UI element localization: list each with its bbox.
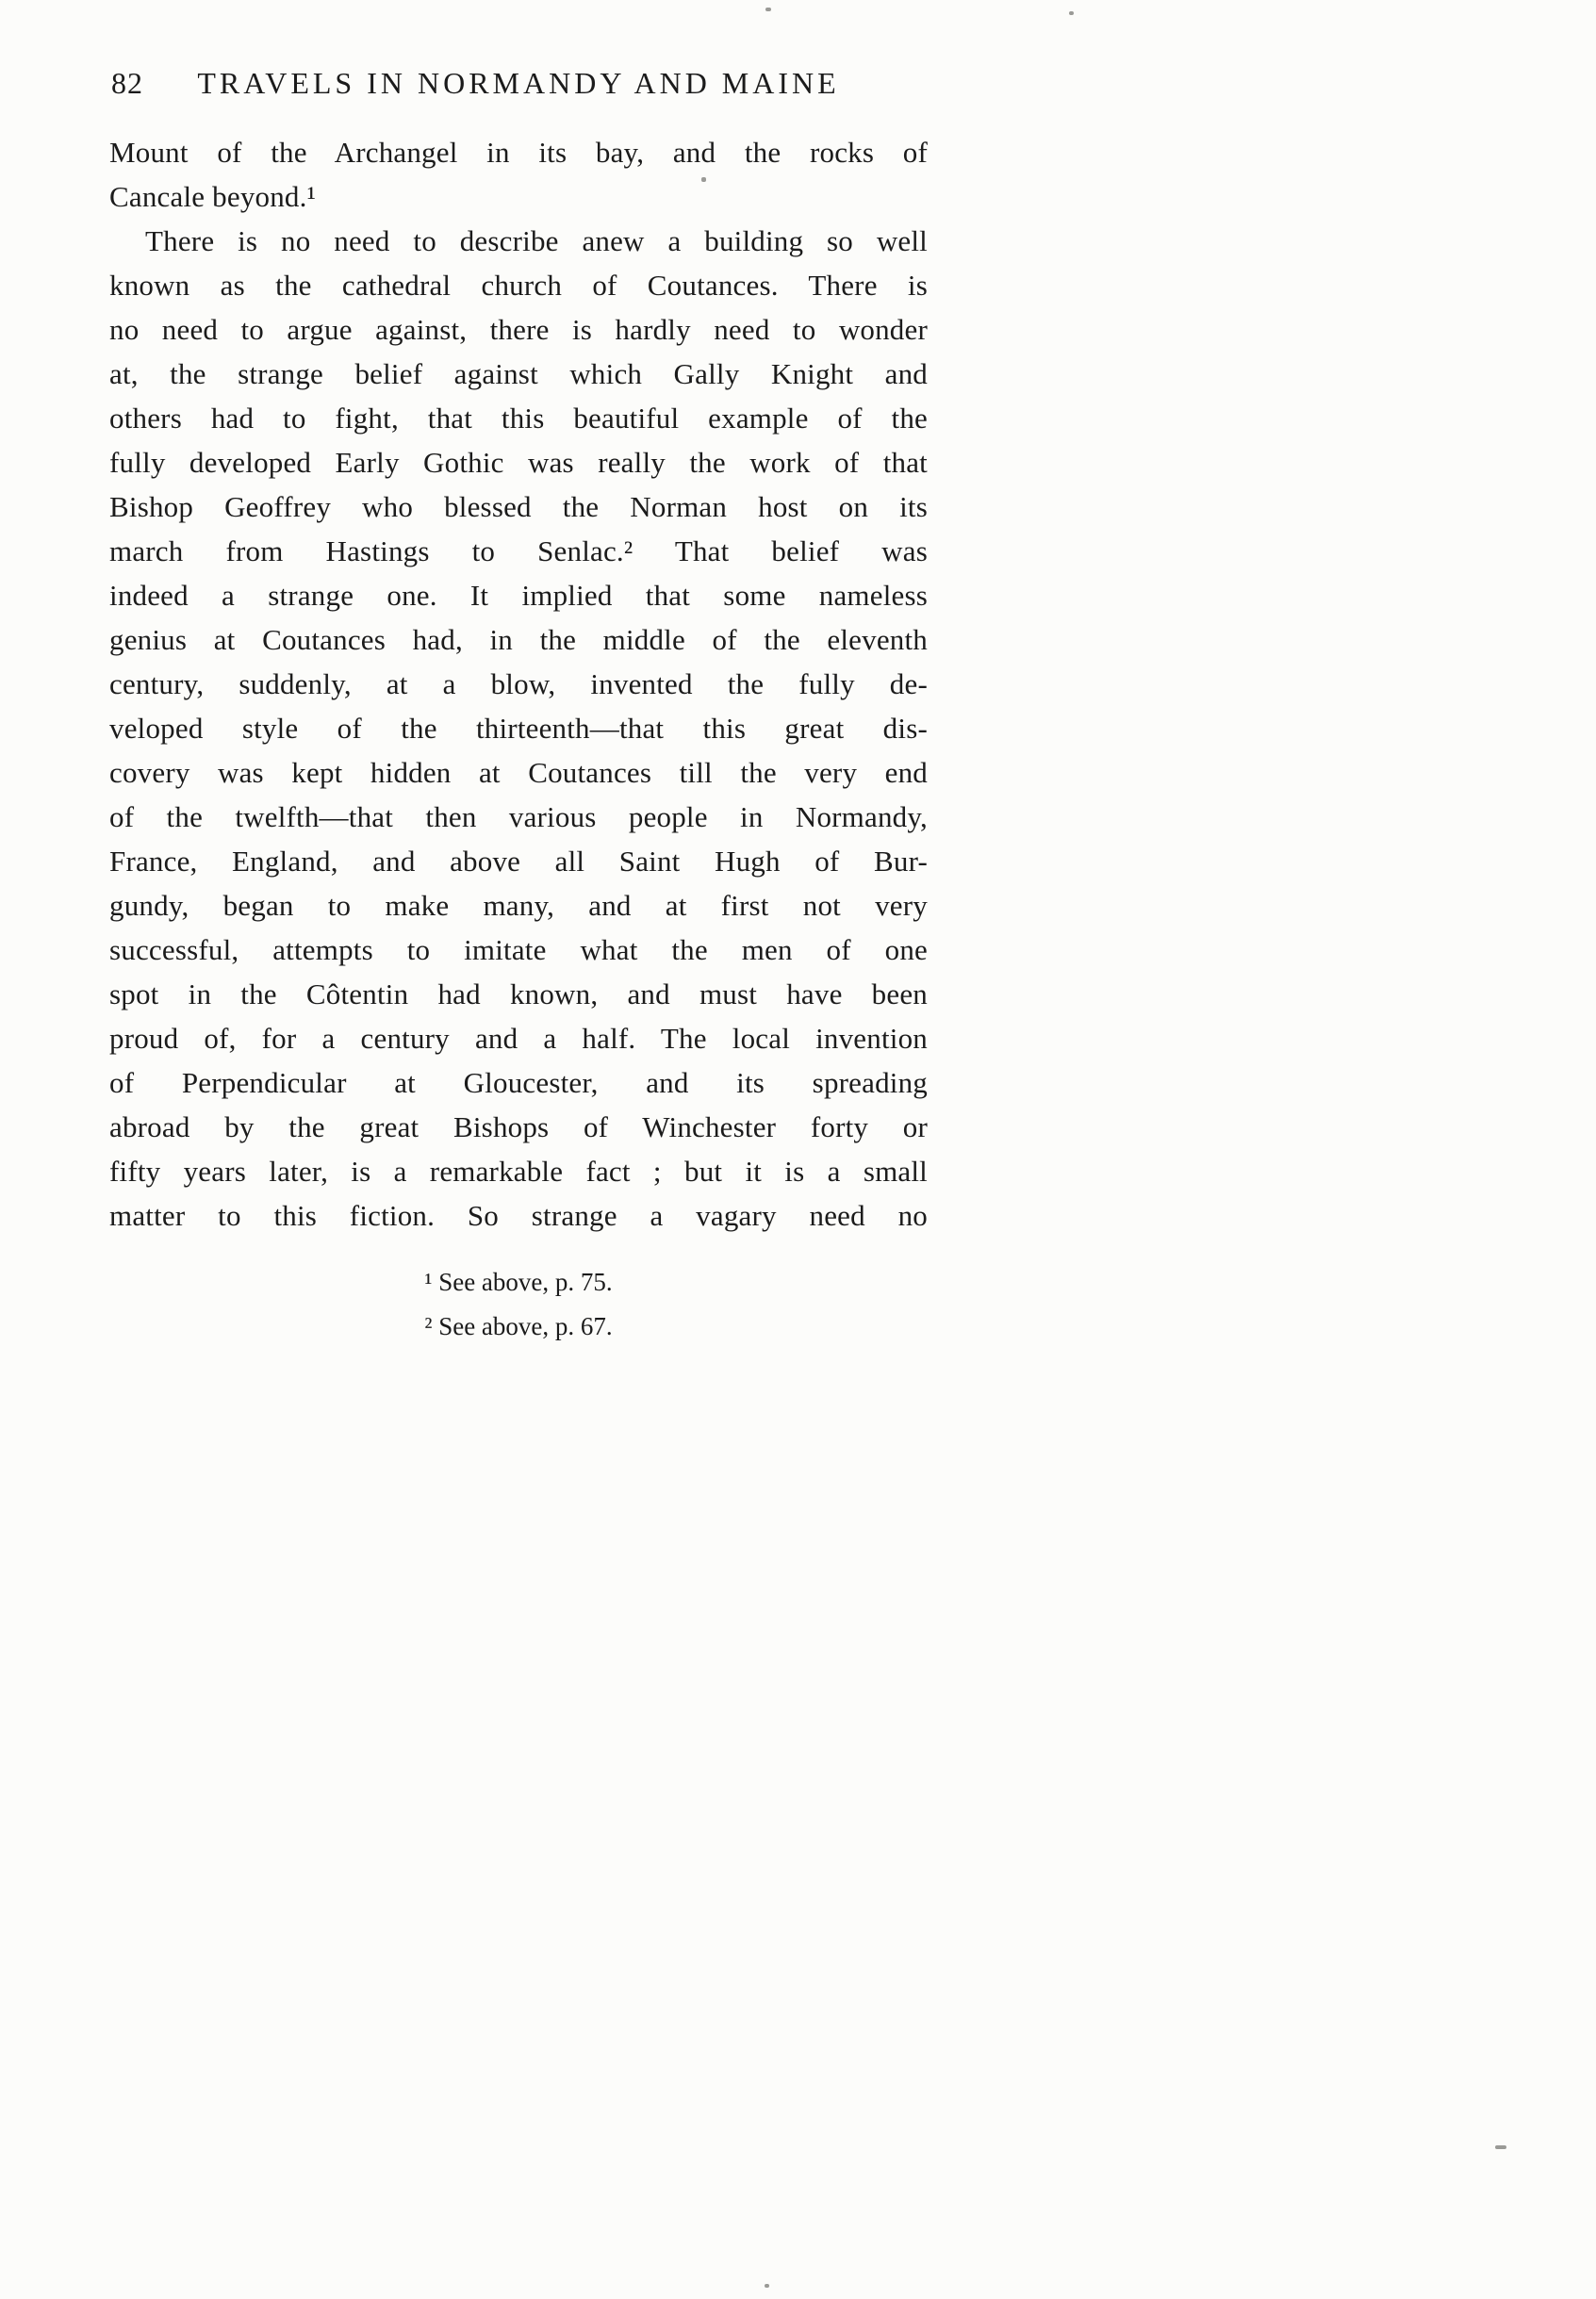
text-line: of the twelfth—that then various people in Normandy, (109, 800, 928, 833)
scan-speck (1495, 2145, 1506, 2149)
text-line: others had to fight, that this beautiful example of the (109, 402, 928, 435)
text-line: veloped style of the thirteenth—that this great dis- (109, 712, 928, 745)
scan-speck (1069, 11, 1074, 15)
text-line: fully developed Early Gothic was really the work of that (109, 446, 928, 479)
text-line: indeed a strange one. It implied that some nameless (109, 579, 928, 612)
footnote: ² See above, p. 67. (424, 1312, 613, 1340)
text-line: proud of, for a century and a half. The local invention (109, 1022, 928, 1055)
text-line: There is no need to describe anew a building so well (145, 224, 928, 257)
page-body (109, 130, 928, 1238)
text-line: of Perpendicular at Gloucester, and its spreading (109, 1066, 928, 1099)
scan-speck (765, 2284, 769, 2288)
page-content (109, 66, 928, 1349)
text-line: century, suddenly, at a blow, invented the fully de- (109, 667, 928, 700)
text-line: covery was kept hidden at Coutances till the very end (109, 756, 928, 789)
text-line: fifty years later, is a remarkable fact ; but it is a small (109, 1155, 928, 1188)
text-line: Bishop Geoffrey who blessed the Norman host on its (109, 490, 928, 523)
text-line: Cancale beyond.¹ (109, 180, 317, 213)
scan-speck (765, 8, 771, 11)
text-line: gundy, began to make many, and at first not very (109, 889, 928, 922)
text-line: genius at Coutances had, in the middle of the eleventh (109, 623, 928, 656)
text-line: abroad by the great Bishops of Winchester forty or (109, 1110, 928, 1143)
text-line: known as the cathedral church of Coutances. There is (109, 269, 928, 302)
text-line: France, England, and above all Saint Hugh of Bur- (109, 845, 928, 878)
text-line: march from Hastings to Senlac.² That belief was (109, 534, 928, 567)
text-line: spot in the Côtentin had known, and must have been (109, 977, 928, 1010)
text-line: successful, attempts to imitate what the men of one (109, 933, 928, 966)
page-number: 82 (111, 66, 143, 100)
running-title: TRAVELS IN NORMANDY AND MAINE (197, 66, 840, 100)
page-header (109, 66, 928, 106)
text-line: at, the strange belief against which Gally Knight and (109, 357, 928, 390)
footnotes (109, 1260, 928, 1349)
text-line: Mount of the Archangel in its bay, and the rocks of (109, 136, 928, 169)
text-line: no need to argue against, there is hardly need to wonder (109, 313, 928, 346)
footnote: ¹ See above, p. 75. (424, 1268, 613, 1296)
text-line: matter to this fiction. So strange a vagary need no (109, 1199, 928, 1232)
